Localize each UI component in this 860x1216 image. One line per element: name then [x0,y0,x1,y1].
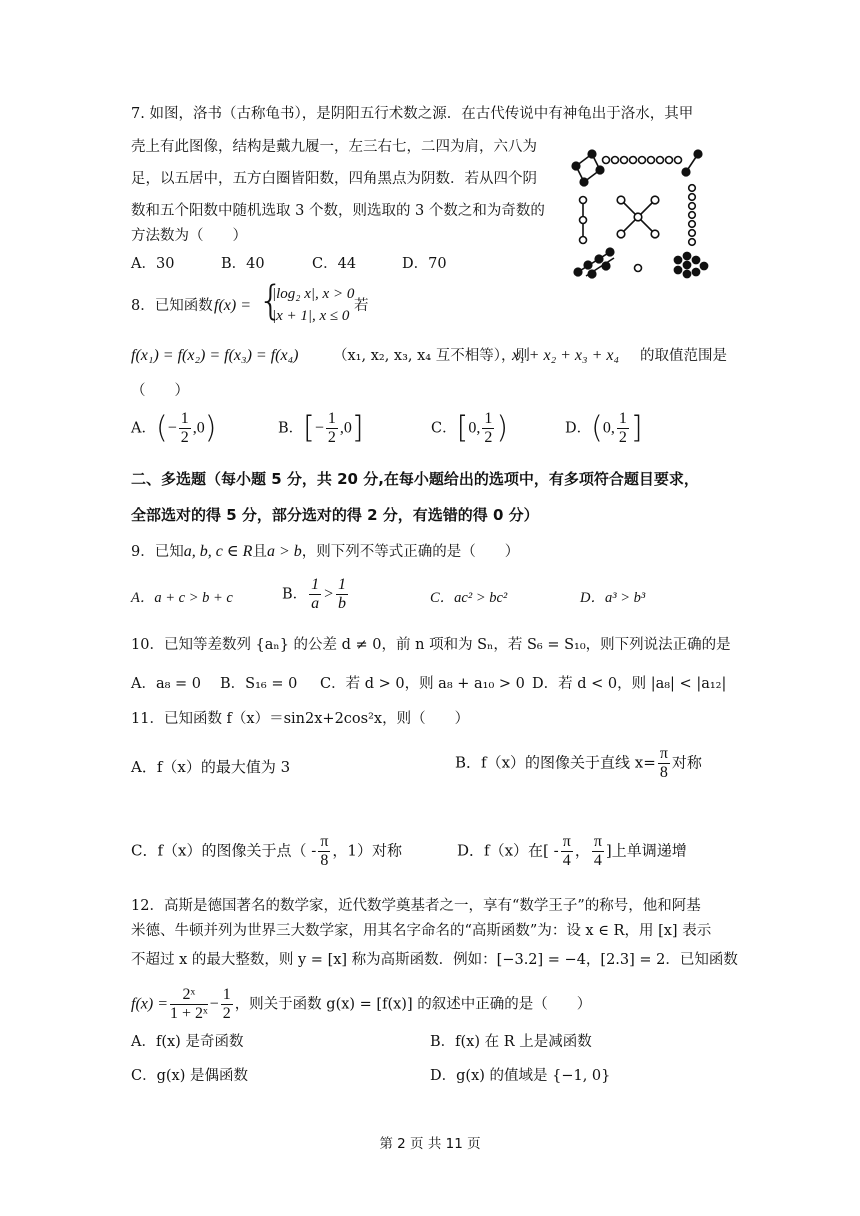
q8-ruo: 若 [354,298,369,314]
q8-piece-2: |x + 1|, x ≤ 0 [272,308,350,324]
q12-line-2: 米德、牛顿并列为世界三大数学家，用其名字命名的“高斯函数”为：设 x ∈ R，用 [x] 表示 [131,923,712,939]
q10-option-a: A．a₈ = 0 [131,676,202,692]
q10-option-b: B．S₁₆ = 0 [220,676,298,692]
section-2-heading-2: 全部选对的得 5 分，部分选对的得 2 分，有选错的得 0 分） [131,506,539,524]
q7-option-b: B．40 [221,256,265,272]
q8-option-b: B．[− $\frac{1}{2}$ ,0] [278,410,364,446]
q12-function-def: f(x) = $\frac{\text{2ˣ}}{\text{1 + 2ˣ}}$ − $\frac{1}{2}$ ，则关于函数 g(x) = [f(x)] 的叙述中正确的是（ ） [131,986,592,1022]
q8-option-a-label: A． [131,420,156,437]
q7-line-5: 方法数为（ ） [131,228,247,244]
q7-option-a: A．30 [131,256,175,272]
q9-option-b: B． $\frac{1}{a}$ > $\frac{1}{b}$ [282,576,346,612]
q12-line-3: 不超过 x 的最大整数，则 y = [x] 称为高斯函数．例如：[−3.2] = −4，[2.3] = 2．已知函数 [131,952,738,968]
q12-option-a: A．f(x) 是奇函数 [131,1034,244,1050]
q7-option-c: C．44 [312,256,357,272]
q12-option-c: C．g(x) 是偶函数 [131,1068,248,1084]
q11-option-a: A．f（x）的最大值为 3 [131,758,291,776]
q8-lead: 8．已知函数 [131,298,213,314]
q11-stem: 11．已知函数 f（x）＝sin2x+2cos²x，则（ ） [131,711,470,727]
q11-option-b: B．f（x）的图像关于直线 x= $\frac{\pi}{8}$ 对称 [455,745,702,781]
luoshu-figure [568,148,718,280]
q7-line-1: 7. 如图，洛书（古称龟书），是阴阳五行术数之源．在古代传说中有神龟出于洛水，其甲 [131,106,694,122]
q9-stem: 9．已知a, b, c ∈ R且a > b，则下列不等式正确的是（ ） [131,543,520,560]
q8-option-c-label: C． [431,420,457,437]
q8-tail: 的取值范围是 [640,348,727,364]
q10-option-d: D．若 d < 0，则 |a₈| < |a₁₂| [532,676,727,692]
q8-piece-1: |log₂ x|, x > 0 [272,286,355,302]
q11-option-d: D．f（x）在[ - $\frac{\pi}{4}$ ， $\frac{\pi}{4}$ ]上单调递增 [457,833,687,869]
q8-fx: f(x) = [214,297,251,314]
q8-sum: x₁ + x₂ + x₃ + x₄ [512,347,620,364]
q9-option-d: D．a³ > b³ [580,590,646,606]
q9-option-c: C．ac² > bc² [430,590,508,606]
q12-option-d: D．g(x) 的值域是 {−1, 0} [430,1068,611,1084]
q12-line-1: 12．高斯是德国著名的数学家，近代数学奠基者之一，享有“数学王子”的称号，他和阿基 [131,898,701,914]
q8-brace: { [258,278,284,324]
q8-option-a: A．(− $\frac{1}{2}$ ,0) [131,410,217,446]
q8-option-d: D．(0, $\frac{1}{2}$ ] [565,410,643,446]
q8-condition-2: （x₁, x₂, x₃, x₄ 互不相等），则 [333,348,530,364]
q8-option-b-label: B． [278,420,304,437]
q10-option-c: C．若 d > 0，则 a₈ + a₁₀ > 0 [320,676,525,692]
q8-condition: f(x₁) = f(x₂) = f(x₃) = f(x₄) [131,347,299,364]
q7-option-d: D．70 [402,256,447,272]
q12-option-b: B．f(x) 在 R 上是减函数 [430,1034,592,1050]
q9-option-a: A．a + c > b + c [131,590,233,606]
page-footer: 第 2 页 共 11 页 [379,1136,481,1152]
q7-line-3: 足，以五居中，五方白圈皆阳数，四角黑点为阴数．若从四个阴 [131,171,537,187]
q8-option-d-label: D． [565,420,592,437]
q11-option-c: C．f（x）的图像关于点（ - $\frac{\pi}{8}$ ，1）对称 [131,833,402,869]
q10-stem: 10．已知等差数列 {aₙ} 的公差 d ≠ 0，前 n 项和为 Sₙ，若 S₆ = S₁₀，则下列说法正确的是 [131,637,731,653]
q7-line-4: 数和五个阳数中随机选取 3 个数，则选取的 3 个数之和为奇数的 [131,203,545,219]
q7-line-2: 壳上有此图像，结构是戴九履一，左三右七，二四为肩，六八为 [131,139,537,155]
q8-paren: （ ） [131,383,189,399]
section-2-heading-1: 二、多选题（每小题 5 分，共 20 分,在每小题给出的选项中，有多项符合题目要求， [131,470,699,488]
q8-option-c: C．[0, $\frac{1}{2}$ ) [431,410,509,446]
